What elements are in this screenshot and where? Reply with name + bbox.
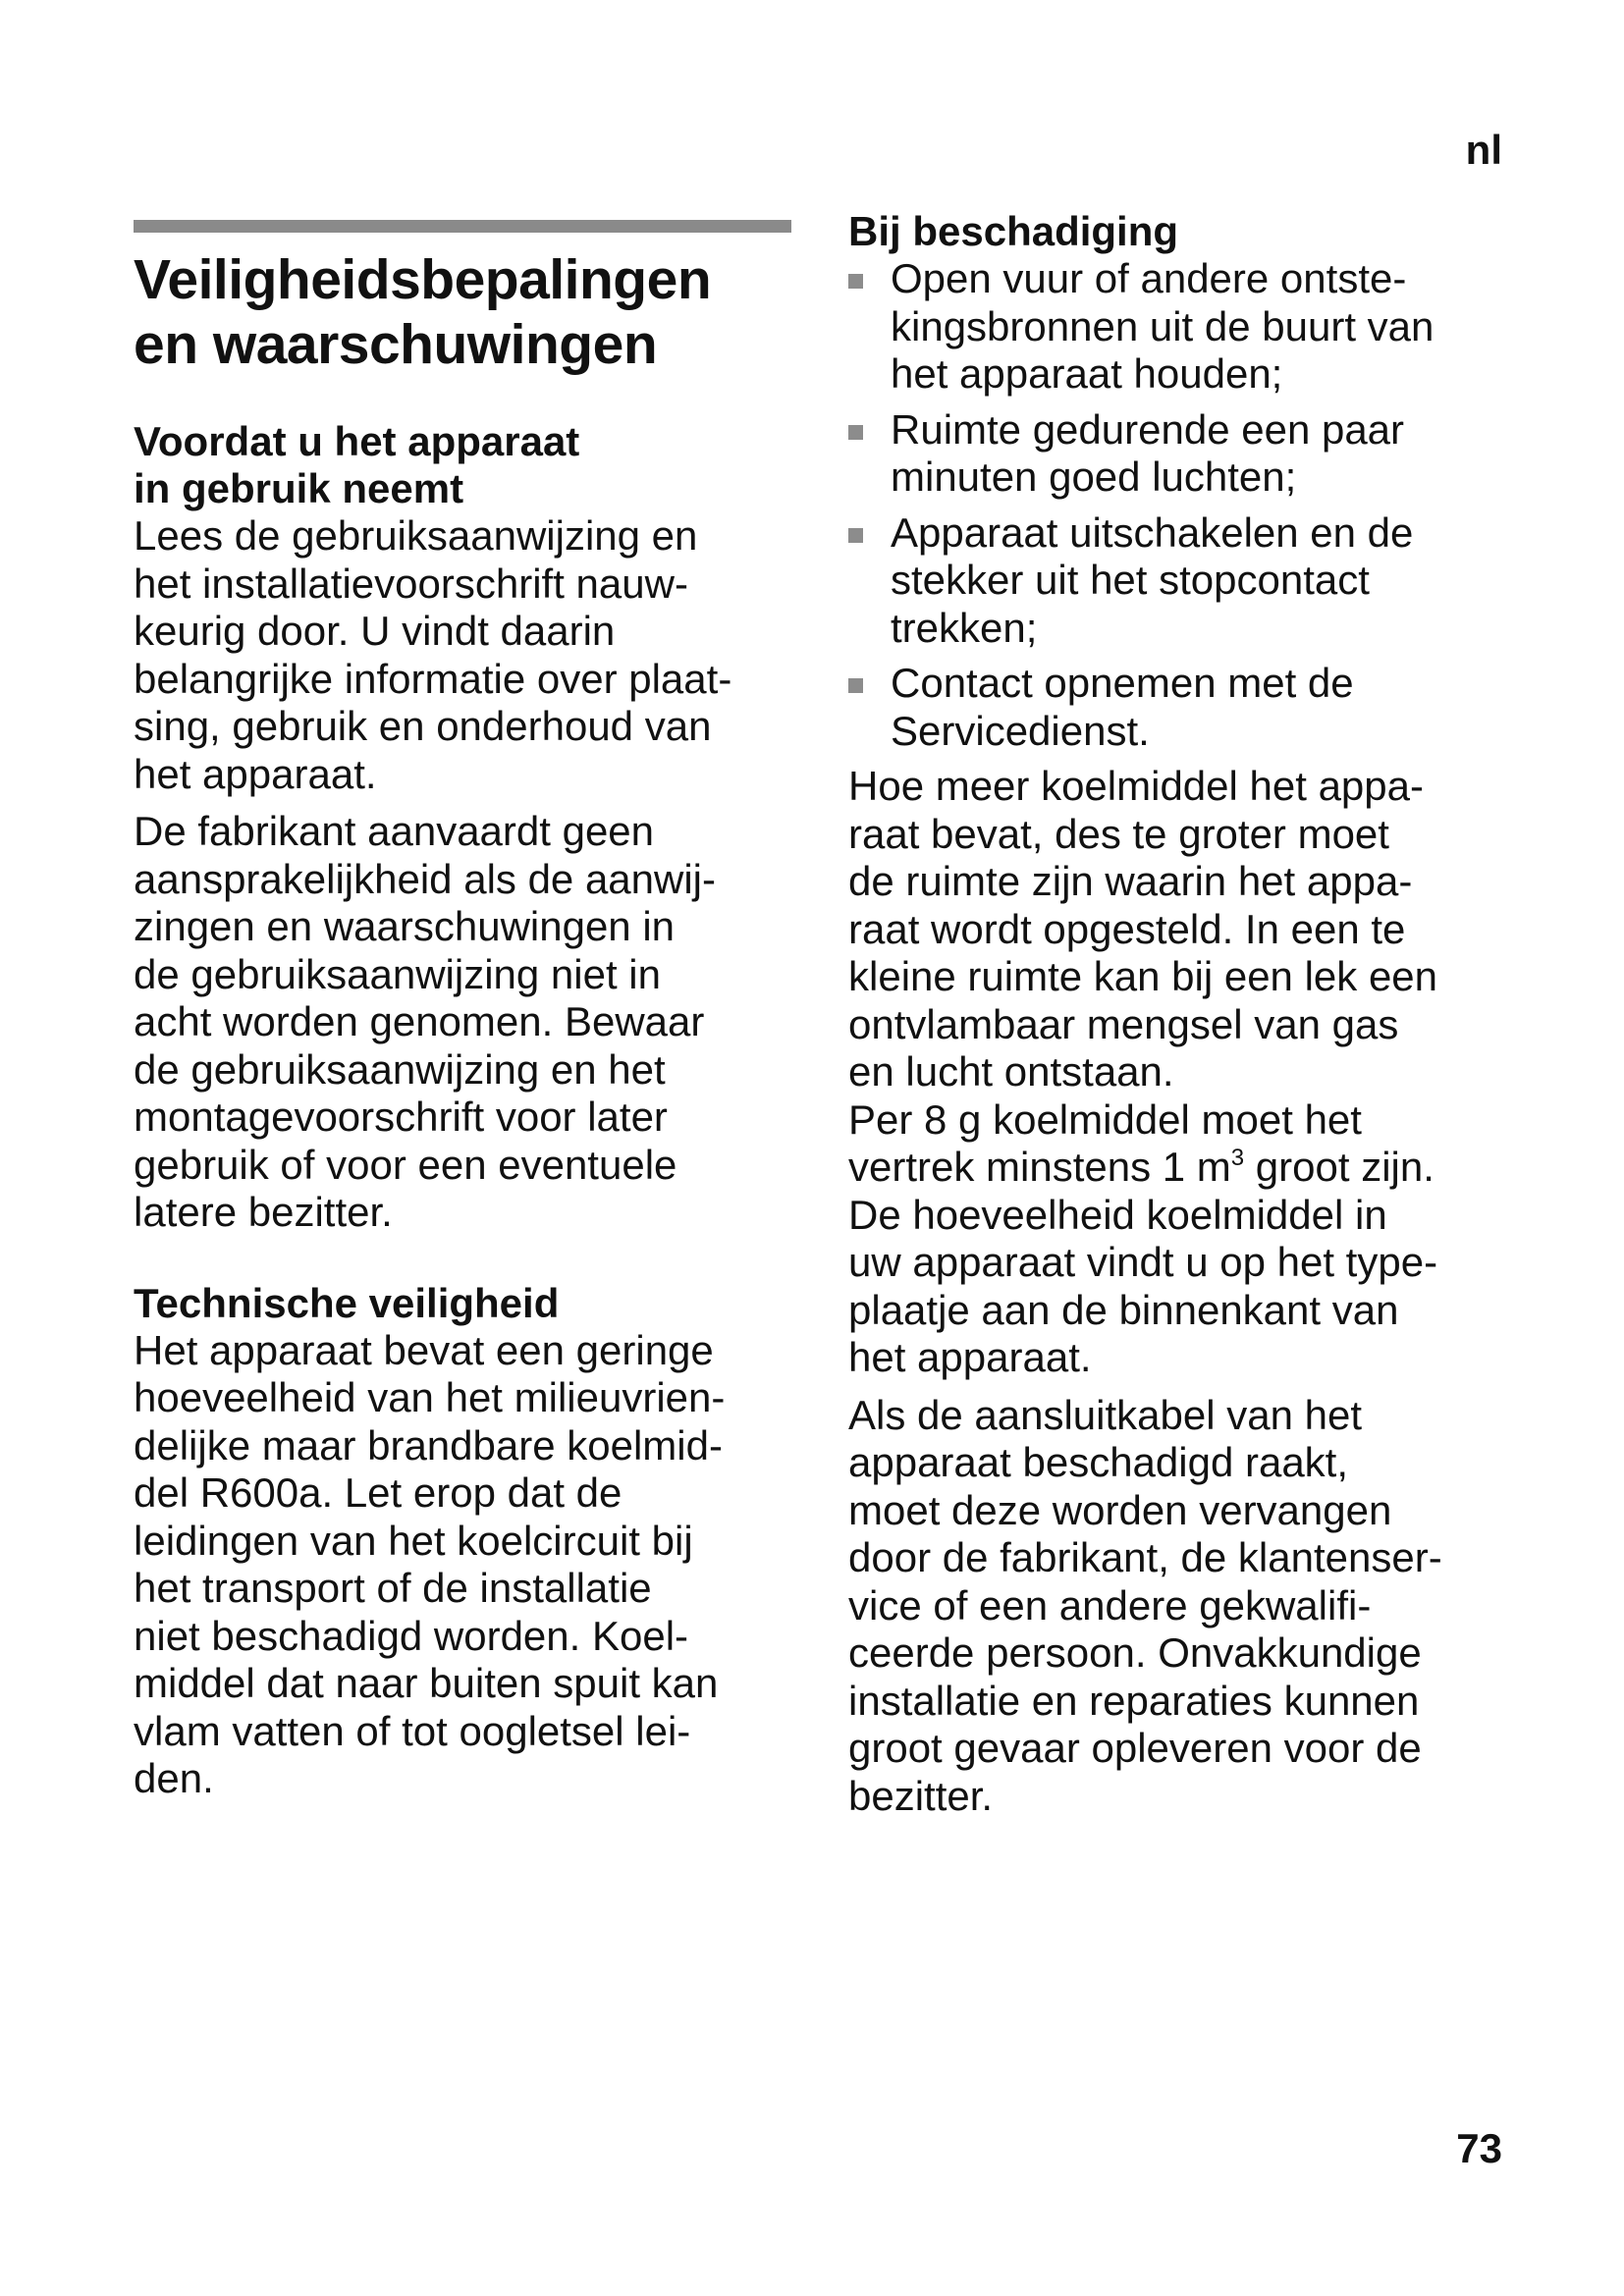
text-line: Open vuur of andere ontste- (891, 255, 1407, 301)
text-fragment: groot zijn. (1244, 1144, 1435, 1190)
section-divider (134, 220, 791, 233)
text-line: bezitter. (848, 1772, 994, 1819)
section-heading-technical-safety: Technische veiligheid (134, 1279, 560, 1326)
text-line: plaatje aan de binnenkant van (848, 1286, 1399, 1333)
text-line: de ruimte zijn waarin het appa- (848, 858, 1413, 904)
page-number: 73 (1456, 2125, 1502, 2171)
text-line: montagevoorschrift voor later (134, 1094, 668, 1140)
text-line: ceerde persoon. Onvakkundige (848, 1629, 1422, 1676)
text-fragment: vertrek minstens 1 m (848, 1144, 1231, 1190)
right-body (848, 208, 1516, 1820)
page-title-line: Veiligheidsbepalingen (134, 248, 712, 311)
paragraph-power-cable (848, 1392, 1516, 1821)
square-bullet-icon (848, 528, 863, 543)
text-line: door de fabrikant, de klantenser- (848, 1534, 1442, 1580)
text-line: het apparaat houden; (891, 350, 1283, 397)
text-line: apparaat beschadigd raakt, (848, 1439, 1349, 1485)
text-line: kingsbronnen uit de buurt van (891, 302, 1435, 349)
text-line: Het apparaat bevat een geringe (134, 1326, 714, 1373)
text-line: Contact opnemen met de (891, 660, 1354, 706)
text-line: gebruik of voor een eventuele (134, 1141, 677, 1188)
text-line: trekken; (891, 604, 1038, 651)
text-line: hoeveelheid van het milieuvrien- (134, 1374, 726, 1420)
square-bullet-icon (848, 274, 863, 289)
left-body (134, 418, 791, 1803)
square-bullet-icon (848, 678, 863, 693)
text-line: zingen en waarschuwingen in (134, 903, 676, 949)
paragraph-refrigerant-amount (848, 1096, 1516, 1382)
page-title (134, 247, 791, 377)
text-line: stekker uit het stopcontact (891, 557, 1370, 603)
text-line: De fabrikant aanvaardt geen (134, 808, 655, 854)
text-line: Als de aansluitkabel van het (848, 1391, 1363, 1438)
text-line: minuten goed luchten; (891, 454, 1297, 500)
section-heading-before-use (134, 418, 791, 512)
heading-line: in gebruik neemt (134, 465, 464, 511)
text-line: acht worden genomen. Bewaar (134, 998, 705, 1044)
text-line: del R600a. Let erop dat de (134, 1469, 623, 1516)
text-line: delijke maar brandbare koelmid- (134, 1421, 723, 1468)
text-line: Hoe meer koelmiddel het appa- (848, 763, 1424, 809)
text-line: de gebruiksaanwijzing niet in (134, 950, 661, 997)
text-line: kleine ruimte kan bij een lek een (848, 953, 1438, 999)
text-line: uw apparaat vindt u op het type- (848, 1239, 1438, 1285)
text-line: de gebruiksaanwijzing en het (134, 1045, 666, 1093)
text-line: het apparaat. (134, 750, 377, 797)
list-item (848, 509, 1516, 653)
text-line: vice of een andere gekwalifi- (848, 1581, 1372, 1629)
text-line: leidingen van het koelcircuit bij (134, 1517, 693, 1564)
text-line: raat bevat, des te groter moet (848, 810, 1389, 857)
language-tag: nl (1465, 127, 1502, 173)
text-line: Per 8 g koelmiddel moet het (848, 1095, 1362, 1143)
page-title-line: en waarschuwingen (134, 313, 658, 376)
superscript: 3 (1230, 1145, 1245, 1171)
text-line: belangrijke informatie over plaat- (134, 655, 732, 702)
text-line: ontvlambaar mengsel van gas (848, 1000, 1399, 1047)
paragraph-liability (134, 808, 791, 1237)
text-line: De hoeveelheid koelmiddel in (848, 1191, 1387, 1238)
text-line: raat wordt opgesteld. In een te (848, 905, 1406, 952)
text-line: Lees de gebruiksaanwijzing en (134, 512, 698, 559)
paragraph-refrigerant (134, 1327, 791, 1803)
text-line: Apparaat uitschakelen en de (891, 508, 1414, 556)
section-heading-damage: Bij beschadiging (848, 208, 1179, 254)
text-line: den. (134, 1755, 214, 1801)
paragraph-room-size (848, 763, 1516, 1096)
text-line: latere bezitter. (134, 1189, 393, 1235)
text-line: vlam vatten of tot oogletsel lei- (134, 1707, 691, 1754)
text-line: aansprakelijkheid als de aanwij- (134, 855, 717, 902)
text-line: sing, gebruik en onderhoud van (134, 703, 712, 749)
text-line: moet deze worden vervangen (848, 1486, 1392, 1533)
text-line: het apparaat. (848, 1334, 1092, 1380)
text-line (848, 1144, 1435, 1190)
text-line: het installatievoorschrift nauw- (134, 560, 688, 607)
damage-steps-list (848, 255, 1516, 755)
square-bullet-icon (848, 425, 863, 440)
list-item (848, 660, 1516, 755)
text-line: en lucht ontstaan. (848, 1048, 1174, 1095)
paragraph-read-instructions (134, 512, 791, 798)
list-item (848, 406, 1516, 502)
text-line: middel dat naar buiten spuit kan (134, 1660, 719, 1706)
text-line: installatie en reparaties kunnen (848, 1677, 1420, 1724)
list-item (848, 255, 1516, 399)
text-line: Ruimte gedurende een paar (891, 405, 1405, 453)
text-line: groot gevaar opleveren voor de (848, 1725, 1422, 1771)
text-line: keurig door. U vindt daarin (134, 608, 616, 654)
heading-line: Voordat u het apparaat (134, 418, 580, 464)
text-line: het transport of de installatie (134, 1565, 652, 1611)
text-line: Servicedienst. (891, 707, 1150, 754)
text-line: niet beschadigd worden. Koel- (134, 1612, 689, 1659)
